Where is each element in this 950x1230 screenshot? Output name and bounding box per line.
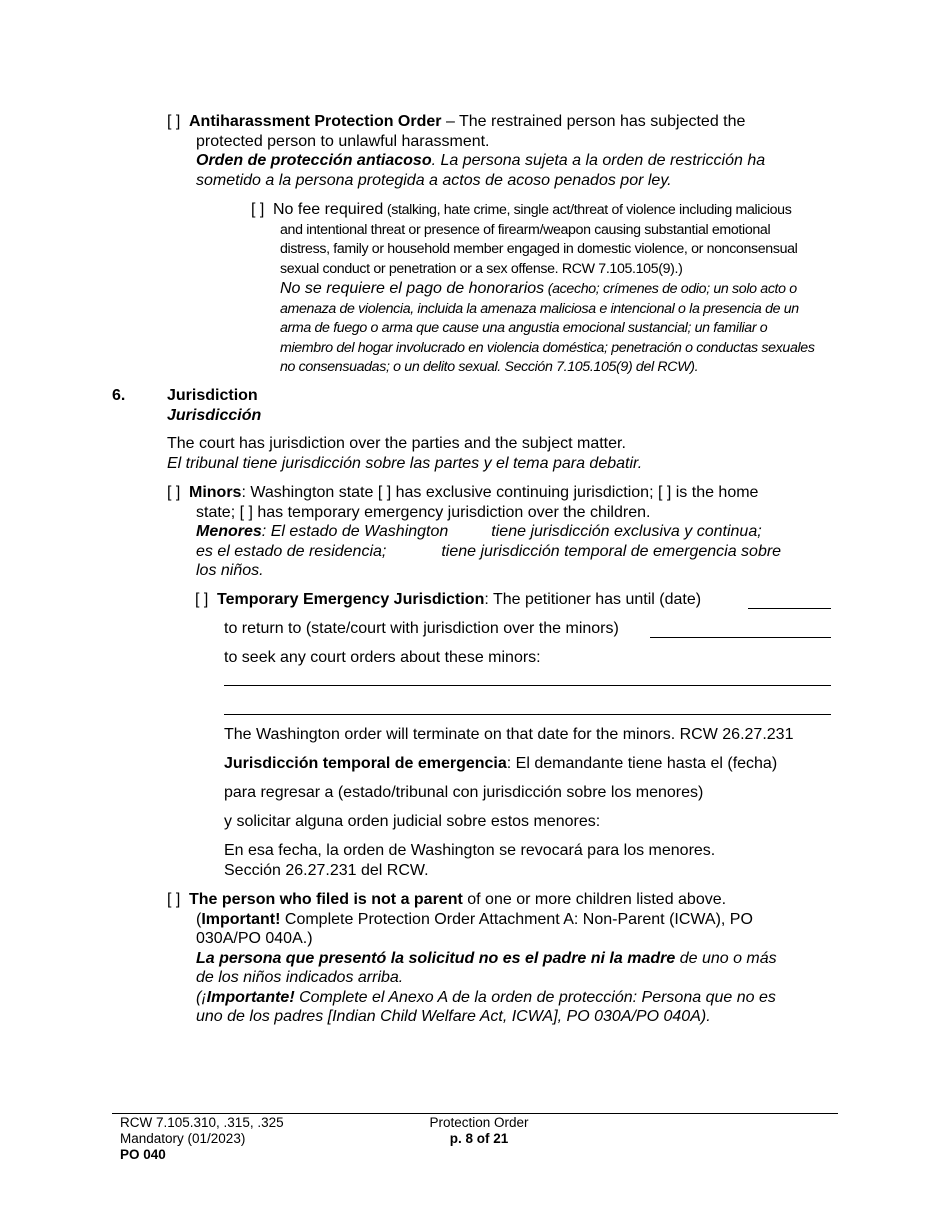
jurisdiction-text: The court has jurisdiction over the parties and the subject matter.: [167, 435, 626, 452]
no-fee-option: [251, 200, 851, 378]
antiharassment-desc-2: protected person to unlawful harassment.: [196, 132, 490, 150]
minors-es-text-1a: : El estado de Washington: [261, 523, 449, 540]
tej-date-field[interactable]: [748, 592, 831, 609]
antiharassment-option: [167, 112, 847, 190]
tej-label: Temporary Emergency Jurisdiction: [217, 591, 485, 608]
tej-es-terminate: [224, 841, 715, 880]
tej-checkbox[interactable]: [ ]: [195, 591, 209, 608]
nonparent-es-imp-label: Importante!: [206, 988, 295, 1006]
tej-es-text-1: : El demandante tiene hasta el (fecha): [506, 755, 778, 772]
footer-page: p. 8 of 21: [449, 1131, 509, 1146]
nonparent-imp-open: (: [196, 910, 202, 928]
nonparent-label: The person who filed is not a parent: [189, 891, 463, 908]
nonparent-imp-text: Complete Protection Order Attachment A: Non-Parent (ICWA), PO: [280, 910, 753, 928]
tej-orders-line-2[interactable]: [224, 714, 831, 715]
section-number: 6.: [112, 387, 126, 404]
tej-orders-line-1[interactable]: [224, 685, 831, 686]
tej-es-text-3: y solicitar alguna orden judicial sobre estos menores:: [224, 813, 601, 830]
nonparent-es-text-2: de los niños indicados arriba.: [196, 969, 404, 986]
footer-title: Protection Order: [429, 1115, 529, 1130]
minors-checkbox[interactable]: [ ]: [167, 484, 181, 501]
antiharassment-title: Antiharassment Protection Order: [189, 113, 442, 130]
section-heading: [167, 386, 261, 425]
minors-option: [167, 483, 847, 581]
minors-es-text-1b: tiene jurisdicción exclusiva y continua;: [491, 523, 762, 540]
tej-option: [195, 590, 835, 610]
tej-es-text-2: para regresar a (estado/tribunal con jurisdicción sobre los menores): [224, 784, 704, 801]
tej-es-line-1: [224, 754, 777, 774]
minors-label: Minors: [189, 484, 242, 501]
antiharassment-es-desc-2: sometido a la persona protegida a actos de acoso penados por ley.: [196, 171, 672, 189]
nonparent-checkbox[interactable]: [ ]: [167, 891, 181, 908]
no-fee-es-text-3: arma de fuego o arma que cause una angustia emocional sustancial; un familiar o: [280, 320, 768, 336]
no-fee-text-3: distress, family or household member engaged in domestic violence, or nonconsensual: [280, 241, 798, 257]
nonparent-es-label: La persona que presentó la solicitud no es el padre ni la madre: [196, 949, 676, 967]
tej-text-3: to seek any court orders about these minors:: [224, 649, 541, 666]
minors-text-2: state; [ ] has temporary emergency jurisdiction over the children.: [196, 503, 651, 521]
tej-es-terminate-1: En esa fecha, la orden de Washington se revocará para los menores.: [224, 842, 716, 859]
tej-state-court-field[interactable]: [650, 621, 831, 638]
footer-mandatory: Mandatory (01/2023): [120, 1131, 246, 1146]
antiharassment-es-desc: . La persona sujeta a la orden de restricción ha: [431, 152, 766, 169]
section-es-title: Jurisdicción: [167, 406, 262, 424]
minors-es-text-2b: tiene jurisdicción temporal de emergencia sobre: [441, 542, 782, 560]
footer-left: [120, 1115, 284, 1163]
jurisdiction-es-text: El tribunal tiene jurisdicción sobre las partes y el tema para debatir.: [167, 454, 643, 472]
nonparent-option: [167, 890, 847, 1027]
nonparent-es-imp-text: Complete el Anexo A de la orden de protección: Persona que no es: [294, 988, 776, 1006]
nonparent-es-text-1: de uno o más: [675, 949, 777, 967]
no-fee-es-text-4: miembro del hogar involucrado en violencia doméstica; penetración o conductas sexuales: [280, 339, 815, 356]
antiharassment-es-title: Orden de protección antiacoso: [196, 152, 432, 169]
section-title: Jurisdiction: [167, 387, 258, 404]
no-fee-es-text-5: no consensuadas; o un delito sexual. Sección 7.105.105(9) del RCW).: [280, 359, 699, 375]
antiharassment-checkbox[interactable]: [ ]: [167, 113, 181, 130]
tej-terminate: The Washington order will terminate on that date for the minors. RCW 26.27.231: [224, 726, 794, 743]
no-fee-label: No fee required: [273, 201, 384, 218]
jurisdiction-statement: [167, 434, 827, 473]
minors-text-1: : Washington state [ ] has exclusive continuing jurisdiction; [ ] is the home: [241, 484, 759, 501]
minors-es-text-2a: es el estado de residencia;: [196, 542, 387, 560]
tej-text-1: : The petitioner has until (date): [484, 591, 702, 608]
minors-es-label: Menores: [196, 523, 262, 540]
nonparent-es-imp-open: (¡: [196, 988, 207, 1006]
footer-rule: [112, 1113, 838, 1114]
no-fee-text-2: and intentional threat or presence of firearm/weapon causing substantial emotional: [280, 221, 771, 238]
nonparent-imp-text-2: 030A/PO 040A.): [196, 930, 313, 947]
tej-text-2: to return to (state/court with jurisdiction over the minors): [224, 620, 619, 637]
footer-center: [424, 1115, 534, 1147]
no-fee-text-1: (stalking, hate crime, single act/threat of violence including malicious: [383, 202, 792, 218]
footer-form-number: PO 040: [120, 1147, 166, 1162]
no-fee-es-label: No se requiere el pago de honorarios: [280, 280, 545, 297]
no-fee-es-text-1: (acecho; crímenes de odio; un solo acto o: [544, 281, 797, 297]
footer-rcw: RCW 7.105.310, .315, .325: [120, 1115, 284, 1130]
nonparent-es-imp-text-2: uno de los padres [Indian Child Welfare Act, ICWA], PO 030A/PO 040A).: [196, 1008, 711, 1025]
tej-es-label: Jurisdicción temporal de emergencia: [224, 755, 507, 772]
minors-es-text-3: los niños.: [196, 562, 264, 579]
no-fee-es-text-2: amenaza de violencia, incluida la amenaza maliciosa e intencional o la presencia de un: [280, 300, 799, 317]
no-fee-checkbox[interactable]: [ ]: [251, 201, 265, 218]
tej-es-terminate-2: Sección 26.27.231 del RCW.: [224, 861, 429, 879]
antiharassment-desc: – The restrained person has subjected the: [441, 113, 746, 130]
nonparent-text-1: of one or more children listed above.: [462, 891, 727, 908]
no-fee-text-4: sexual conduct or penetration or a sex offense. RCW 7.105.105(9).): [280, 260, 683, 277]
nonparent-imp-label: Important!: [201, 910, 281, 928]
